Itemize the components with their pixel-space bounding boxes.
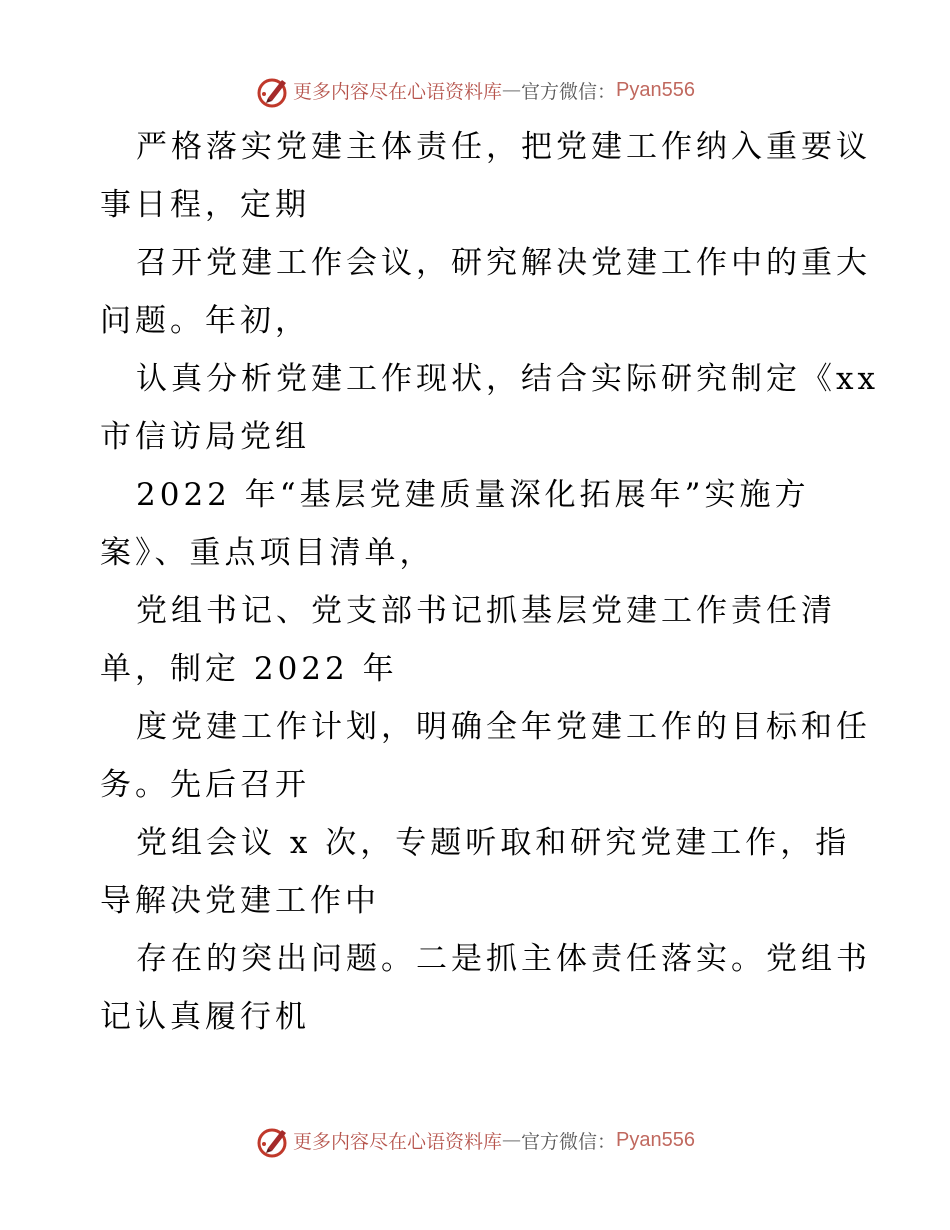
watermark-wechat-id: Pyan556 [616, 78, 695, 101]
watermark-dash: — [502, 79, 522, 101]
header-watermark [0, 70, 950, 110]
text-line-16: 记认真履行机 [100, 999, 310, 1035]
text-line-15: 存在的突出问题。二是抓主体责任落实。党组书 [136, 941, 871, 977]
text-line-5: 认真分析党建工作现状，结合实际研究制定《xx [136, 361, 879, 397]
text-line-7: 2022 年“基层党建质量深化拓展年”实施方 [136, 477, 810, 513]
watermark-label: 官方微信： [521, 80, 617, 103]
text-line-13: 党组会议 x 次，专题听取和研究党建工作，指 [136, 825, 851, 861]
text-line-12: 务。先后召开 [100, 767, 310, 803]
text-line-6: 市信访局党组 [100, 419, 310, 455]
pen-logo-icon [255, 74, 291, 110]
text-line-11: 度党建工作计划，明确全年党建工作的目标和任 [136, 709, 871, 745]
text-line-8: 案》、重点项目清单， [100, 535, 435, 571]
text-line-14: 导解决党建工作中 [100, 883, 380, 919]
pen-logo-icon [255, 1124, 291, 1160]
text-line-9: 党组书记、党支部书记抓基层党建工作责任清 [136, 593, 836, 629]
text-line-1: 严格落实党建主体责任，把党建工作纳入重要议 [136, 129, 871, 165]
watermark-dash: — [502, 1129, 522, 1151]
watermark-text: 更多内容尽在心语资料库 [293, 1130, 503, 1153]
watermark-wechat-id: Pyan556 [616, 1128, 695, 1151]
watermark-label: 官方微信： [521, 1130, 617, 1153]
text-line-2: 事日程，定期 [100, 187, 310, 223]
watermark-text: 更多内容尽在心语资料库 [293, 80, 503, 103]
text-line-4: 问题。年初， [100, 303, 310, 339]
footer-watermark [0, 1120, 950, 1160]
text-line-10: 单，制定 2022 年 [100, 651, 398, 687]
text-line-3: 召开党建工作会议，研究解决党建工作中的重大 [136, 245, 871, 281]
document-body [0, 118, 950, 1046]
